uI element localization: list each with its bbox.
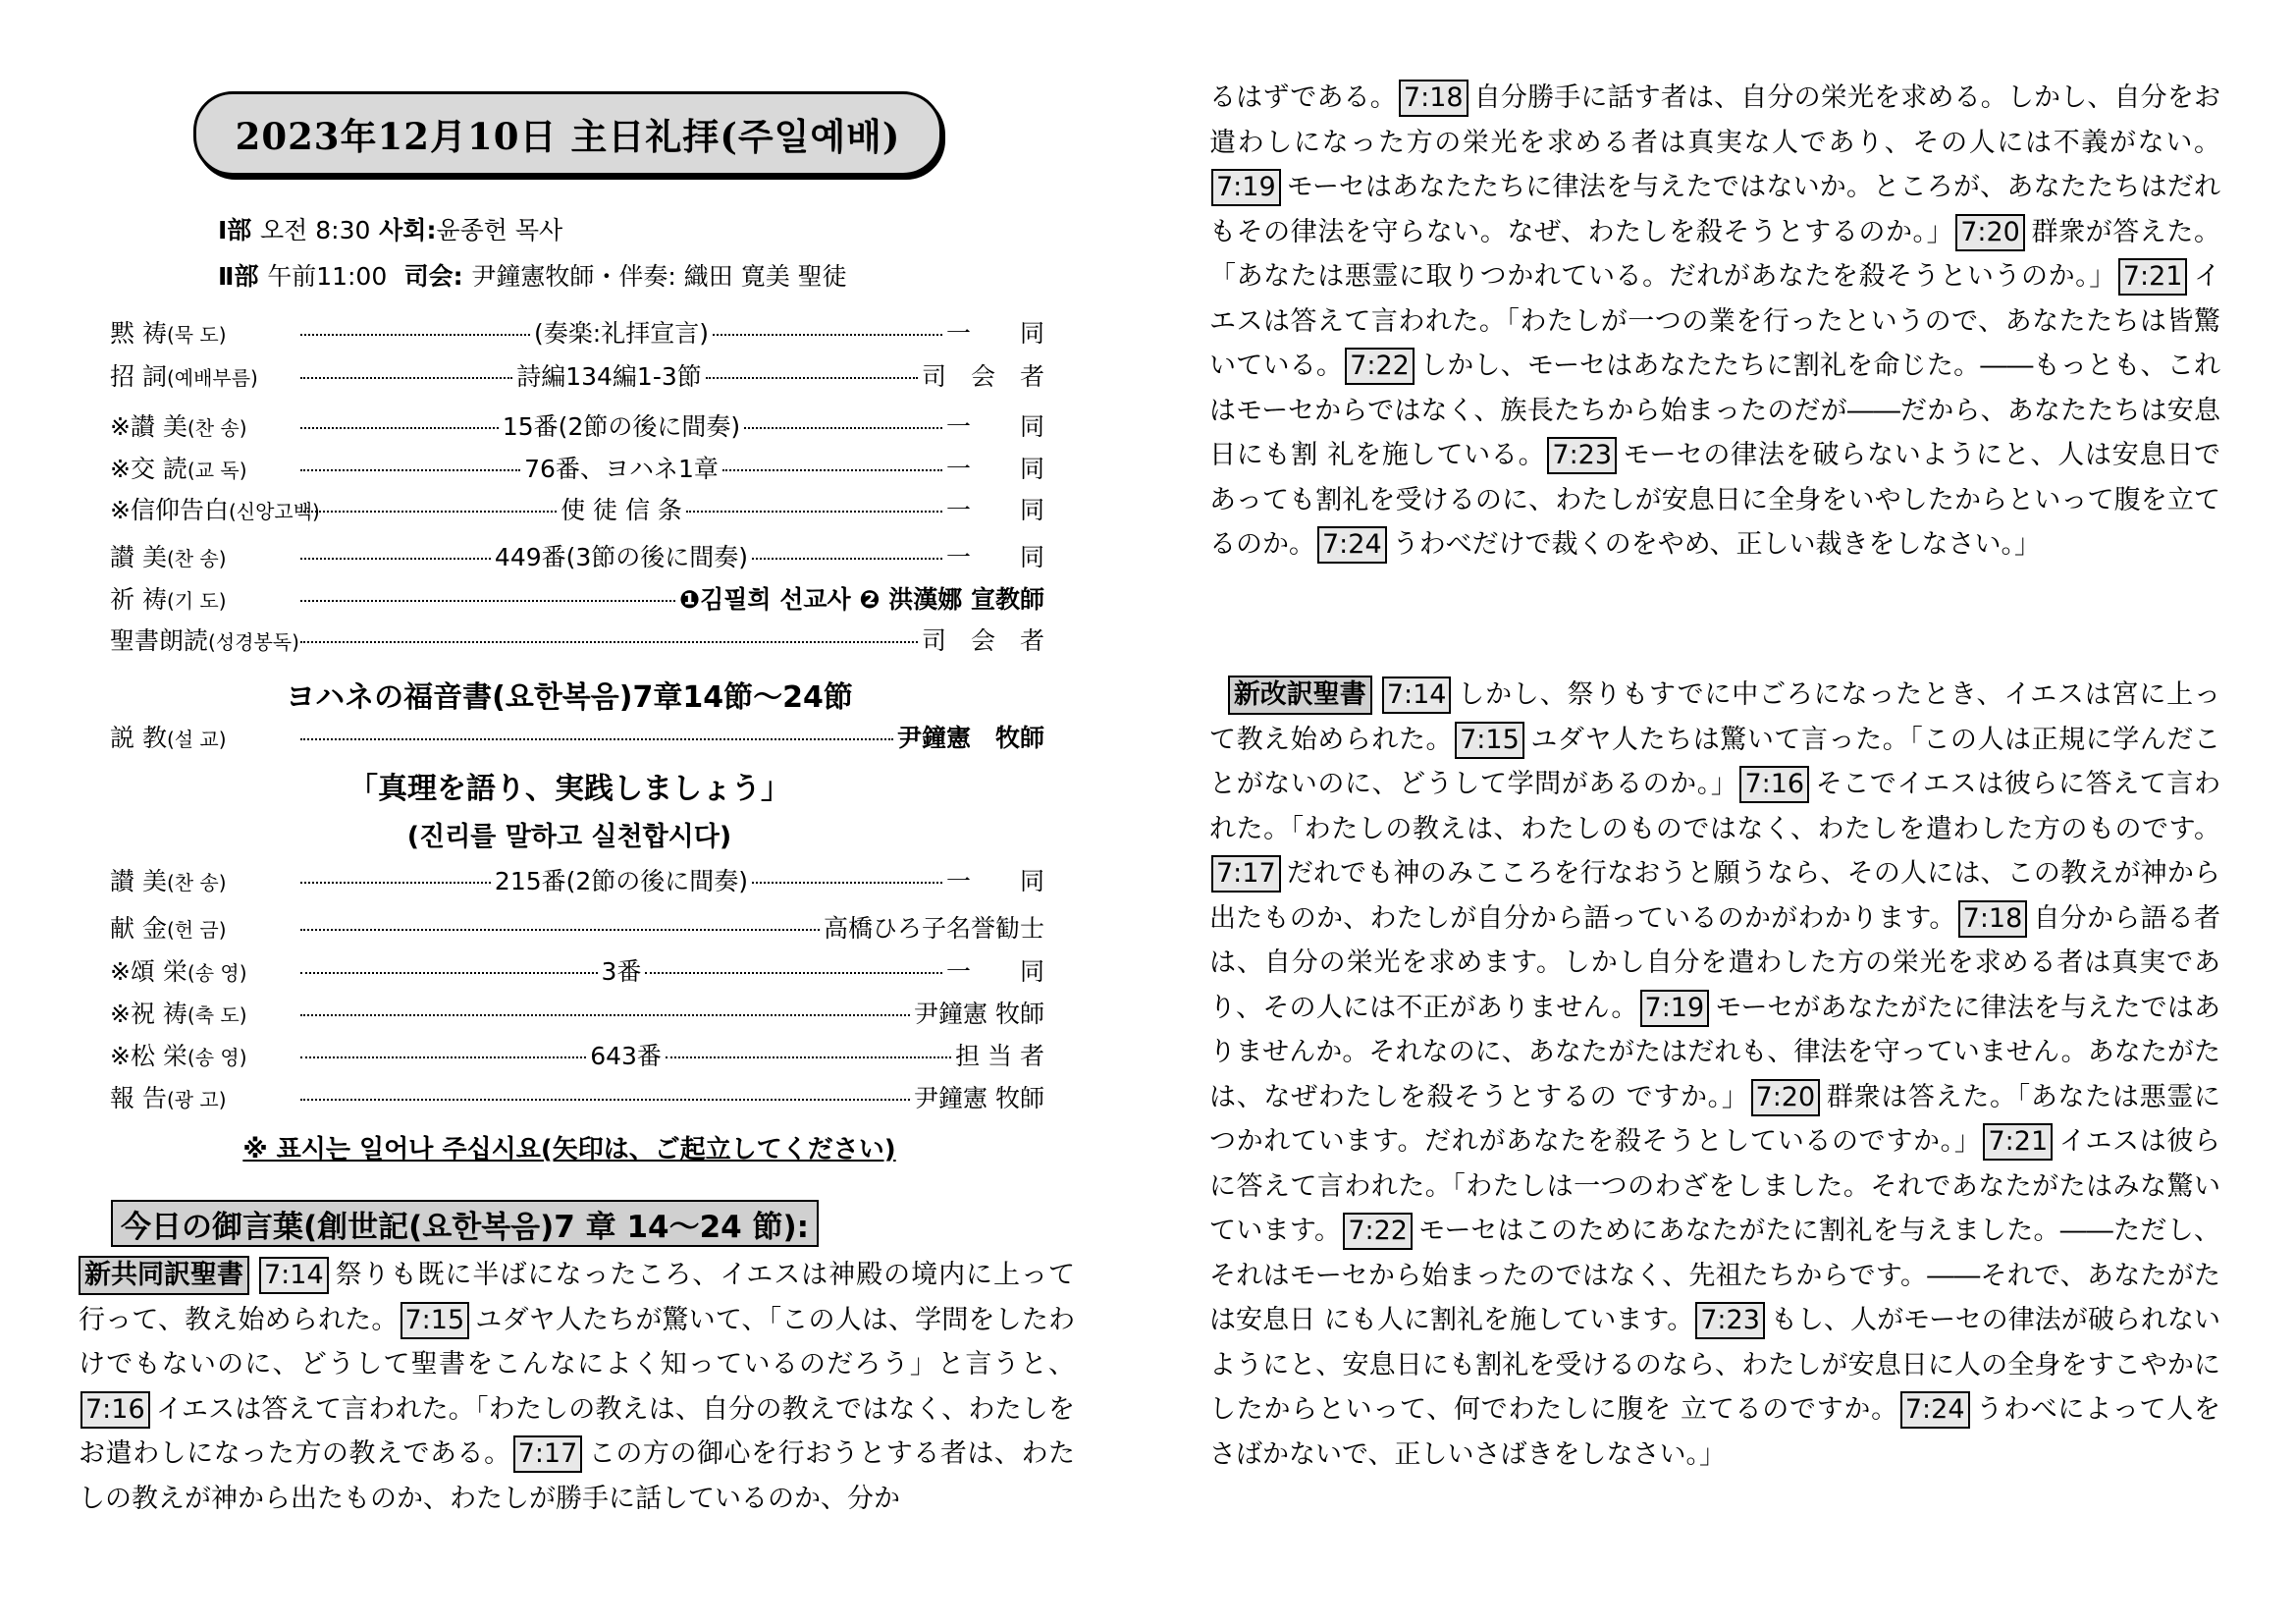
session-part2-role: 司会: [403, 262, 463, 291]
session-part2-label: Ⅱ部 [218, 262, 259, 291]
verse-number: 7:23 [1547, 437, 1617, 474]
verse-text: 群衆は答えた。「あなたは悪霊につかれています。だれがあなたを殺そうとしているのですか。」 [1209, 1081, 2220, 1157]
verse-text: だれでも神のみこころを行なおうと願うなら、その人には、この教えが神から出たものか、わたしが自分から語っているのかがわかります。 [1209, 858, 2220, 934]
order-row [110, 1079, 1044, 1112]
verse-text: イエスは答えて言われた。「わたしが一つの業を行ったというので、あなたたちは皆驚いている。 [1209, 261, 2221, 381]
order-label: 黙 祷(묵 도) [110, 319, 227, 348]
order-person: 一 同 [946, 319, 1045, 348]
order-detail: 643番 [590, 1042, 662, 1070]
todays-word-heading: 今日の御言葉(創世記(요한복음)7 章 14～24 節): [111, 1200, 819, 1247]
verse-text: しかし、モーセはあなたたちに割礼を命じた。――もっとも、これはモーセからではなく、族長たちから始まったのだが――だから、あなたたちは安息日にも割 礼を施している。 [1209, 351, 2220, 470]
order-person: 尹鐘憲 牧師 [914, 1084, 1044, 1112]
session-part2 [218, 257, 847, 293]
verse-number: 7:24 [1317, 526, 1387, 564]
order-row [110, 450, 1044, 483]
session-part2-time: 午前11:00 [267, 262, 388, 291]
verse-text: ユダヤ人たちは驚いて言った。「この人は正規に学んだことがないのに、どうして学問があるのか。」 [1209, 724, 2221, 799]
verse-text: るはずである。 [1209, 82, 1397, 113]
order-label: 報 告(광 고) [110, 1084, 227, 1112]
verse-number: 7:14 [1382, 677, 1452, 714]
order-row [110, 995, 1044, 1028]
verse-number: 7:17 [513, 1435, 583, 1473]
verse-number: 7:19 [1640, 990, 1710, 1027]
session-part1 [218, 211, 562, 246]
verse-text: 自分勝手に話す者は、自分の栄光を求める。しかし、自分をお遣わしになった方の栄光を求める者は真実な人であり、その人には不義がない。 [1209, 82, 2220, 158]
verse-number: 7:22 [1345, 348, 1415, 385]
sermon-title-ko: (진리를 말하고 실천합시다) [406, 822, 732, 852]
session-part1-name: 윤종헌 목사 [436, 216, 563, 244]
order-person: 一 同 [946, 496, 1045, 524]
order-person: ❶김필희 선교사 ❷ 洪漢娜 宣教師 [678, 585, 1044, 614]
verse-text: 群衆が答えた。「あなたは悪霊に取りつかれている。だれがあなたを殺そうというのか。」 [1209, 216, 2220, 292]
verse-text: うわべだけで裁くのをやめ、正しい裁きをしなさい。」 [1392, 529, 2042, 560]
order-person: 司 会 者 [921, 626, 1044, 655]
verse-number: 7:15 [1455, 722, 1524, 759]
order-label: 招 詞(예배부름) [110, 362, 258, 391]
verse-text: ユダヤ人たちが驚いて、「この人は、学問をしたわけでもないのに、どうして聖書をこんなによく知っているのだろう」と言うと、 [79, 1304, 1075, 1380]
shinkaiyaku-passage [1209, 673, 2220, 1477]
verse-number: 7:21 [1983, 1123, 2053, 1161]
verse-number: 7:17 [1211, 855, 1281, 893]
session-part1-role: 사회: [379, 216, 437, 244]
order-row [110, 314, 1044, 348]
verse-number: 7:15 [400, 1302, 470, 1339]
right-page [1178, 0, 2296, 1624]
verse-text: 祭りも既に半ばになったころ、イエスは神殿の境内に上って行って、教え始められた。 [79, 1260, 1075, 1335]
verse-text: イエスは彼らに答えて言われた。「わたしは一つのわざをしました。それであなたがたはみな驚いています。 [1209, 1126, 2221, 1246]
left-page [0, 0, 1139, 1624]
order-row [110, 491, 1044, 524]
verse-number: 7:22 [1343, 1213, 1413, 1250]
order-detail: 215番(2節の後に間奏) [494, 867, 749, 895]
verse-text: モーセがあなたがたに律法を与えたではありませんか。それなのに、あなたがたはだれも、律法を守っていません。あなたがたは、なぜわたしを殺そうとするの ですか。」 [1209, 992, 2220, 1112]
order-person: 一 同 [946, 957, 1045, 986]
sermon-title-ja: 「真理を語り、実践しましょう」 [348, 772, 790, 806]
verse-number: 7:14 [259, 1257, 329, 1294]
verse-number: 7:16 [1739, 766, 1809, 803]
verse-number: 7:20 [1955, 214, 2025, 251]
page-title: 2023年12月10日 主日礼拝(주일예배) [193, 91, 942, 176]
shinkyodo-passage-continued [1209, 76, 2220, 568]
verse-text: そこでイエスは彼らに答えて言われた。「わたしの教えは、わたしのものではなく、わたしを遣わした方のものです。 [1209, 769, 2221, 844]
sermon-label: 説 教(설 교) [110, 724, 227, 752]
order-row [110, 862, 1044, 895]
verse-text: しかし、祭りもすでに中ごろになったとき、イエスは宮に上って教え始められた。 [1209, 679, 2220, 755]
verse-number: 7:24 [1900, 1391, 1970, 1429]
order-person: 尹鐘憲 牧師 [914, 1000, 1044, 1028]
order-person: 一 同 [945, 543, 1044, 571]
order-detail: 詩編134編1-3節 [516, 362, 702, 391]
order-label: 聖書朗読(성경봉독) [110, 626, 299, 655]
order-label: ※松 栄(송 영) [110, 1042, 247, 1070]
verse-number: 7:20 [1751, 1079, 1821, 1116]
order-detail: 449番(3節の後に間奏) [494, 543, 749, 571]
order-label: 祈 祷(기 도) [110, 585, 227, 614]
verse-text: もし、人がモーセの律法が破られないようにと、安息日にも割礼を受けるのなら、わたしが安息日に人の全身をすこやかにしたからといって、何でわたしに腹を 立てるのですか。 [1209, 1305, 2221, 1425]
verse-number: 7:16 [80, 1391, 150, 1429]
order-row [110, 952, 1044, 986]
session-part2-name: 尹鐘憲牧師・伴奏: 織田 寛美 聖徒 [471, 262, 847, 291]
verse-number: 7:19 [1211, 169, 1281, 206]
order-detail: 3番 [601, 957, 642, 986]
order-row [110, 1037, 1044, 1070]
session-part1-label: Ⅰ部 [218, 216, 252, 244]
order-label: ※祝 祷(축 도) [110, 1000, 247, 1028]
verse-number: 7:18 [1399, 80, 1468, 117]
verse-number: 7:21 [2118, 258, 2188, 296]
order-detail: (奏楽:礼拝宣言) [534, 319, 709, 348]
order-label: 讃 美(찬 송) [110, 543, 227, 571]
order-person: 高橋ひろ子名誉勧士 [823, 914, 1044, 943]
verse-text: この方の御心を行おうとする者は、わたしの教えが神から出たものか、わたしが勝手に話しているのか、分か [79, 1438, 1076, 1514]
verse-text: うわべによって人をさばかないで、正しいさばきをしなさい。」 [1209, 1394, 2221, 1470]
order-row [110, 909, 1044, 943]
shinkyodo-passage [79, 1253, 1075, 1521]
standing-notice: ※ 표시는 일어나 주십시요(矢印は、ご起立してください) [242, 1135, 896, 1164]
sermon-preacher: 尹鐘憲 牧師 [896, 724, 1044, 752]
order-row [110, 580, 1044, 614]
order-person: 司 会 者 [922, 362, 1045, 391]
session-part1-time: 오전 8:30 [260, 216, 371, 244]
order-row [110, 538, 1044, 571]
order-row [110, 407, 1044, 441]
order-detail: 76番、ヨハネ1章 [524, 455, 719, 483]
order-label: 献 金(헌 금) [110, 914, 227, 943]
order-label: ※讃 美(찬 송) [110, 412, 247, 441]
order-person: 一 同 [945, 867, 1044, 895]
order-label: 讃 美(찬 송) [110, 867, 227, 895]
shinkyodo-label: 新共同訳聖書 [79, 1256, 249, 1295]
verse-text: 自分から語る者は、自分の栄光を求めます。しかし自分を遣わした方の栄光を求める者は真実であり、その人には不正がありません。 [1209, 902, 2220, 1023]
scripture-title: ヨハネの福音書(요한복음)7章14節～24節 [286, 680, 853, 715]
verse-text: モーセはこのためにあなたがたに割礼を与えました。――ただし、それはモーセから始まったのではなく、先祖たちからです。――それで、あなたがたは安息日 にも人に割礼を施しています。 [1209, 1216, 2220, 1335]
order-detail: 使 徒 信 条 [561, 496, 682, 524]
order-row [110, 622, 1044, 655]
verse-number: 7:18 [1958, 900, 2028, 938]
verse-text: イエスは答えて言われた。「わたしの教えは、自分の教えではなく、わたしをお遣わしになった方の教えである。 [79, 1393, 1075, 1469]
order-label: ※交 読(교 독) [110, 455, 247, 483]
order-row [110, 357, 1044, 391]
order-label: ※頌 栄(송 영) [110, 957, 247, 986]
order-person: 担 当 者 [955, 1042, 1044, 1070]
sermon-row [110, 719, 1044, 752]
shinkaiyaku-label: 新改訳聖書 [1228, 676, 1372, 715]
verse-number: 7:23 [1695, 1302, 1765, 1339]
order-person: 一 同 [945, 412, 1044, 441]
verse-text: モーセの律法を破らないようにと、人は安息日であっても割礼を受けるのに、わたしが安息日に全身をいやしたからといって腹を立てるのか。 [1209, 440, 2220, 560]
order-detail: 15番(2節の後に間奏) [502, 412, 741, 441]
order-label: ※信仰告白(신앙고백) [110, 496, 320, 524]
verse-text: モーセはあなたたちに律法を与えたではないか。ところが、あなたたちはだれもその律法を守らない。なぜ、わたしを殺そうとするのか。」 [1209, 172, 2220, 247]
order-person: 一 同 [946, 455, 1045, 483]
